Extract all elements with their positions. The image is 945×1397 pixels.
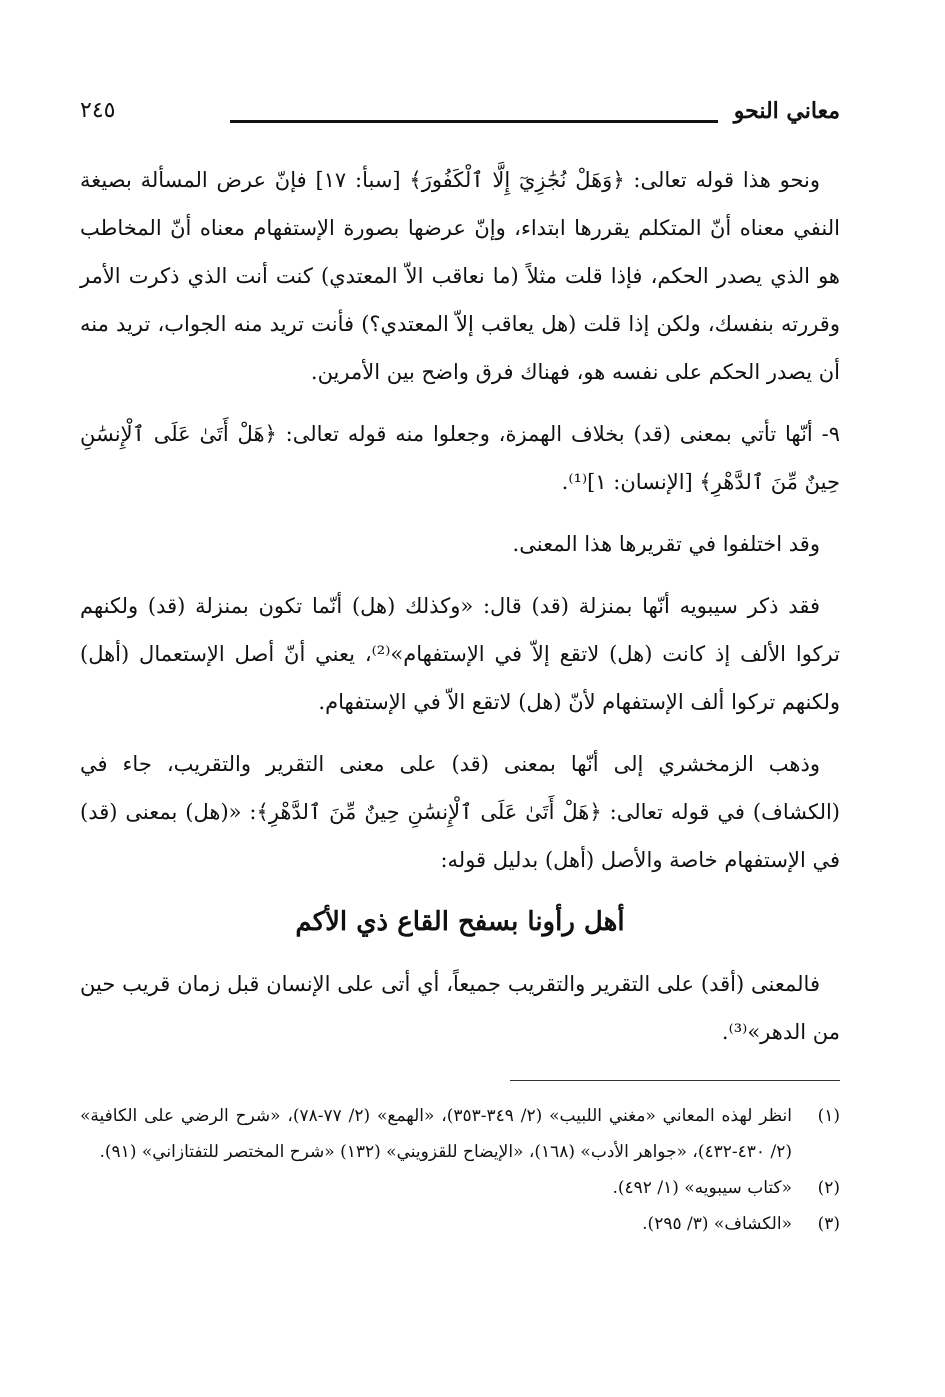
page-number: ٢٤٥	[80, 98, 116, 123]
footnote-number: (٢)	[817, 1178, 840, 1198]
closing-paragraph: فالمعنى (أقد) على التقرير والتقريب جميعاً، أي أتى على الإنسان قبل زمان قريب حين من الدهر»⁽³⁾.	[80, 972, 840, 1044]
paragraph-4: فقد ذكر سيبويه أنّها بمنزلة (قد) قال: «وكذلك (هل) أنّما تكون بمنزلة (قد) ولكنهم تركوا الألف إذ كانت (هل) لاتقع إلاّ في الإستفهام»⁽²⁾، يعني أنّ أصل الإستعمال (أهل) ولكنهم تركوا ألف الإستفهام لأنّ (هل) لاتقع الاّ في الإستفهام.	[80, 594, 840, 714]
paragraph-5: وذهب الزمخشري إلى أنّها بمعنى (قد) على معنى التقرير والتقريب، جاء في (الكشاف) في قوله تعالى: ﴿هَلْ أَتَىٰ عَلَى ٱلْإِنسَٰنِ حِينٌ مِّنَ ٱلدَّهْرِ﴾: «(هل) بمعنى (قد) في الإستفهام خاصة والأصل (أهل) بدليل قوله:	[80, 752, 840, 872]
footnote-text: «كتاب سيبويه» (١/ ٤٩٢).	[612, 1178, 792, 1198]
poetry-verse: أهل رأونا بسفح القاع ذي الأكم	[295, 907, 625, 937]
footnote-2	[80, 1170, 840, 1206]
main-text	[80, 156, 840, 1070]
footnotes	[80, 1098, 840, 1242]
running-title: معاني النحو	[733, 98, 840, 124]
paragraph-1: ونحو هذا قوله تعالى: ﴿وَهَلْ نُجَٰزِيٓ إِلَّا ٱلْكَفُورَ﴾ [سبأ: ١٧] فإنّ عرض المسألة بصيغة النفي معناه أنّ المتكلم يقررها ابتداء، وإنّ عرضها بصورة الإستفهام معناه أنّ المخاطب هو الذي يصدر الحكم، فإذا قلت مثلاً (ما نعاقب الاّ المعتدي) كنت أنت الذي ذكرت الأمر وقررته بنفسك، ولكن إذا قلت (هل يعاقب إلاّ المعتدي؟) فأنت تريد منه الجواب، تريد منه أن يصدر الحكم على نفسه هو، فهناك فرق واضح بين الأمرين.	[80, 168, 840, 384]
footnote-number: (١)	[817, 1106, 840, 1126]
paragraph-3: وقد اختلفوا في تقريرها هذا المعنى.	[512, 532, 820, 556]
footnote-3	[80, 1206, 840, 1242]
header-rule	[230, 120, 718, 123]
footnote-text: انظر لهذه المعاني «مغني اللبيب» (٢/ ٣٤٩-٣٥٣)، «الهمع» (٢/ ٧٧-٧٨)، «شرح الرضي على الكافية» (٢/ ٤٣٠-٤٣٢)، «جواهر الأدب» (١٦٨)، «الإيضاح للقزويني» (١٣٢) «شرح المختصر للتفتازاني» (٩١).	[80, 1106, 792, 1162]
footnote-1	[80, 1098, 840, 1170]
page-header	[80, 98, 840, 138]
footnote-separator	[510, 1080, 840, 1081]
paragraph-2: ٩- أنّها تأتي بمعنى (قد) بخلاف الهمزة، وجعلوا منه قوله تعالى: ﴿هَلْ أَتَىٰ عَلَى ٱلْإِنسَٰنِ حِينٌ مِّنَ ٱلدَّهْرِ﴾ [الإنسان: ١]⁽¹⁾.	[80, 422, 840, 494]
footnote-number: (٣)	[817, 1214, 840, 1234]
footnote-text: «الكشاف» (٣/ ٢٩٥).	[642, 1214, 792, 1234]
